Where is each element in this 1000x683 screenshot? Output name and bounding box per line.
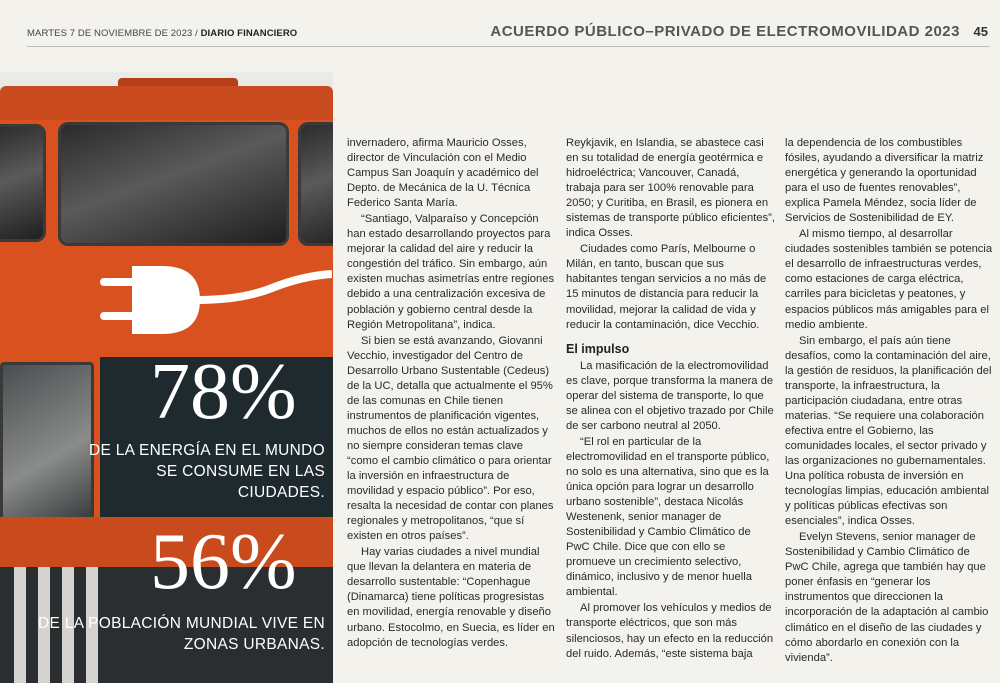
- separator: /: [195, 28, 198, 39]
- paragraph: Evelyn Stevens, senior manager de Sostenibilidad y Cambio Climático de PwC Chile, agrega que también hay que poner énfasis en “generar los instrumentos que direccionen la incorporación de la adaptación al cambio climático en el diseño de las ciudades y cómo abordarlo en conexión con la vivienda”.: [785, 531, 989, 664]
- stat-text-population: DE LA POBLACIÓN MUNDIAL VIVE EN ZONAS URBANAS.: [38, 615, 325, 653]
- paragraph: Ciudades como París, Melbourne o Milán, en tanto, buscan que sus habitantes tengan servicios a no más de 15 minutos de distancia para reducir la movilidad, mejorar la calidad de vida y reducir la contaminación, dice Vecchio.: [566, 243, 767, 331]
- page-header-left: [27, 28, 297, 39]
- electric-plug-icon: [92, 260, 332, 340]
- date: MARTES 7 DE NOVIEMBRE DE 2023: [27, 28, 193, 39]
- page-number: 45: [973, 24, 988, 39]
- paragraph: invernadero, afirma Mauricio Osses, director de Vinculación con el Medio Campus San Joaquín y académico del Depto. de Mecánica de la U. Técnica Federico Santa María.: [347, 137, 539, 210]
- paragraph: la dependencia de los combustibles fósiles, ayudando a diversificar la matriz energética y generando la oportunidad para el uso de fuentes renovables”, explica Pamela Méndez, socia líder de Servicios de Sostenibilidad de EY.: [785, 137, 984, 225]
- stat-value-energy: 78%: [150, 348, 297, 436]
- paragraph: “El rol en particular de la electromovilidad en el transporte público, no solo es una alternativa, sino que es la única opción para lograr un desarrollo urbano sostenible”, destaca Nicolás Westenenk, senior manager de Sostenibilidad y Cambio Climático de PwC Chile. Dice que con ello se promueve un crecimiento selectivo, dinámico, inclusivo y de menor huella ambiental.: [566, 435, 770, 599]
- paragraph: Reykjavik, en Islandia, se abastece casi en su totalidad de energía geotérmica e hidroeléctrica; Vancouver, Canadá, trabaja para ser 100% renovable para 2050; y Curitiba, en Brasil, es pionera en sistemas de transporte público eficientes”, indica Osses.: [566, 137, 775, 240]
- publication-name: DIARIO FINANCIERO: [200, 28, 298, 39]
- paragraph: Si bien se está avanzando, Giovanni Vecchio, investigador del Centro de Desarrollo Urbano Sustentable (Cedeus) de la UC, detalla que actualmente el 95% de las comunas en Chile tienen instrumentos de planificación vigentes, muchos de ellos no están actualizados y no siempre consideran temas clave “como el cambio climático o para orientar la inversión en infraestructura de movilidad y espacio público”. Por eso, resalta la necesidad de contar con planes regionales y metropolitanos, “que sí existen en otros países”.: [347, 334, 554, 543]
- stat-value-population: 56%: [150, 518, 297, 606]
- bus-roof: [0, 86, 333, 120]
- paragraph: Al promover los vehículos y medios de transporte eléctricos, que son más silenciosos, hay un efecto en la reducción del ruido. Además, “este sistema baja: [566, 602, 774, 660]
- article-column-1: [347, 136, 557, 652]
- subheading: El impulso: [566, 341, 630, 356]
- header-rule: [27, 46, 990, 47]
- stat-text-energy: DE LA ENERGÍA EN EL MUNDO SE CONSUME EN LAS CIUDADES.: [88, 442, 325, 501]
- paragraph: Hay varias ciudades a nivel mundial que llevan la delantera en materia de desarrollo sustentable: “Copenhague (Dinamarca) tiene políticas progresistas en movilidad, energía renovable y diseño urbano. Estocolmo, en Suecia, es líder en adopción de tecnologías verdes.: [347, 546, 555, 649]
- paragraph: “Santiago, Valparaíso y Concepción han estado desarrollando proyectos para mejorar la calidad del aire y reducir la congestión del tráfico. Sin embargo, aún existen muchas asimetrías entre regiones debido a una centralización excesiva de población y gobierno central desde la Región Metropolitana”, indica.: [347, 213, 555, 331]
- bus-photo: [0, 72, 333, 683]
- bus-window: [0, 124, 46, 242]
- paragraph: Sin embargo, el país aún tiene desafíos, como la contaminación del aire, la gestión de residuos, la planificación del transporte, la infraestructura, la participación ciudadana, entre otras materias. “Se requiere una colaboración efectiva entre el Gobierno, las comunidades locales, el sector privado y las organizaciones no gubernamentales. Una política robusta de inversión en tecnologías limpias, educación ambiental y políticas públicas efectivas son esenciales”, indica Osses.: [785, 334, 992, 528]
- bus-window: [58, 122, 289, 246]
- bus-window: [298, 122, 333, 246]
- article-column-2: [566, 136, 776, 663]
- section-title: ACUERDO PÚBLICO–PRIVADO DE ELECTROMOVILIDAD 2023: [490, 23, 960, 40]
- paragraph: La masificación de la electromovilidad es clave, porque transforma la manera de operar del sistema de transporte, lo que se alinea con el objetivo trazado por Chile de ser carbono neutral al 2050.: [566, 359, 774, 432]
- article-column-3: [785, 136, 995, 667]
- paragraph: Al mismo tiempo, al desarrollar ciudades sostenibles también se potencia el desarrollo de infraestructuras verdes, como estaciones de carga eléctrica, carriles para bicicletas y peatones, y espacios públicos más amigables para el medio ambiente.: [785, 228, 993, 331]
- bus-door-window: [0, 362, 94, 520]
